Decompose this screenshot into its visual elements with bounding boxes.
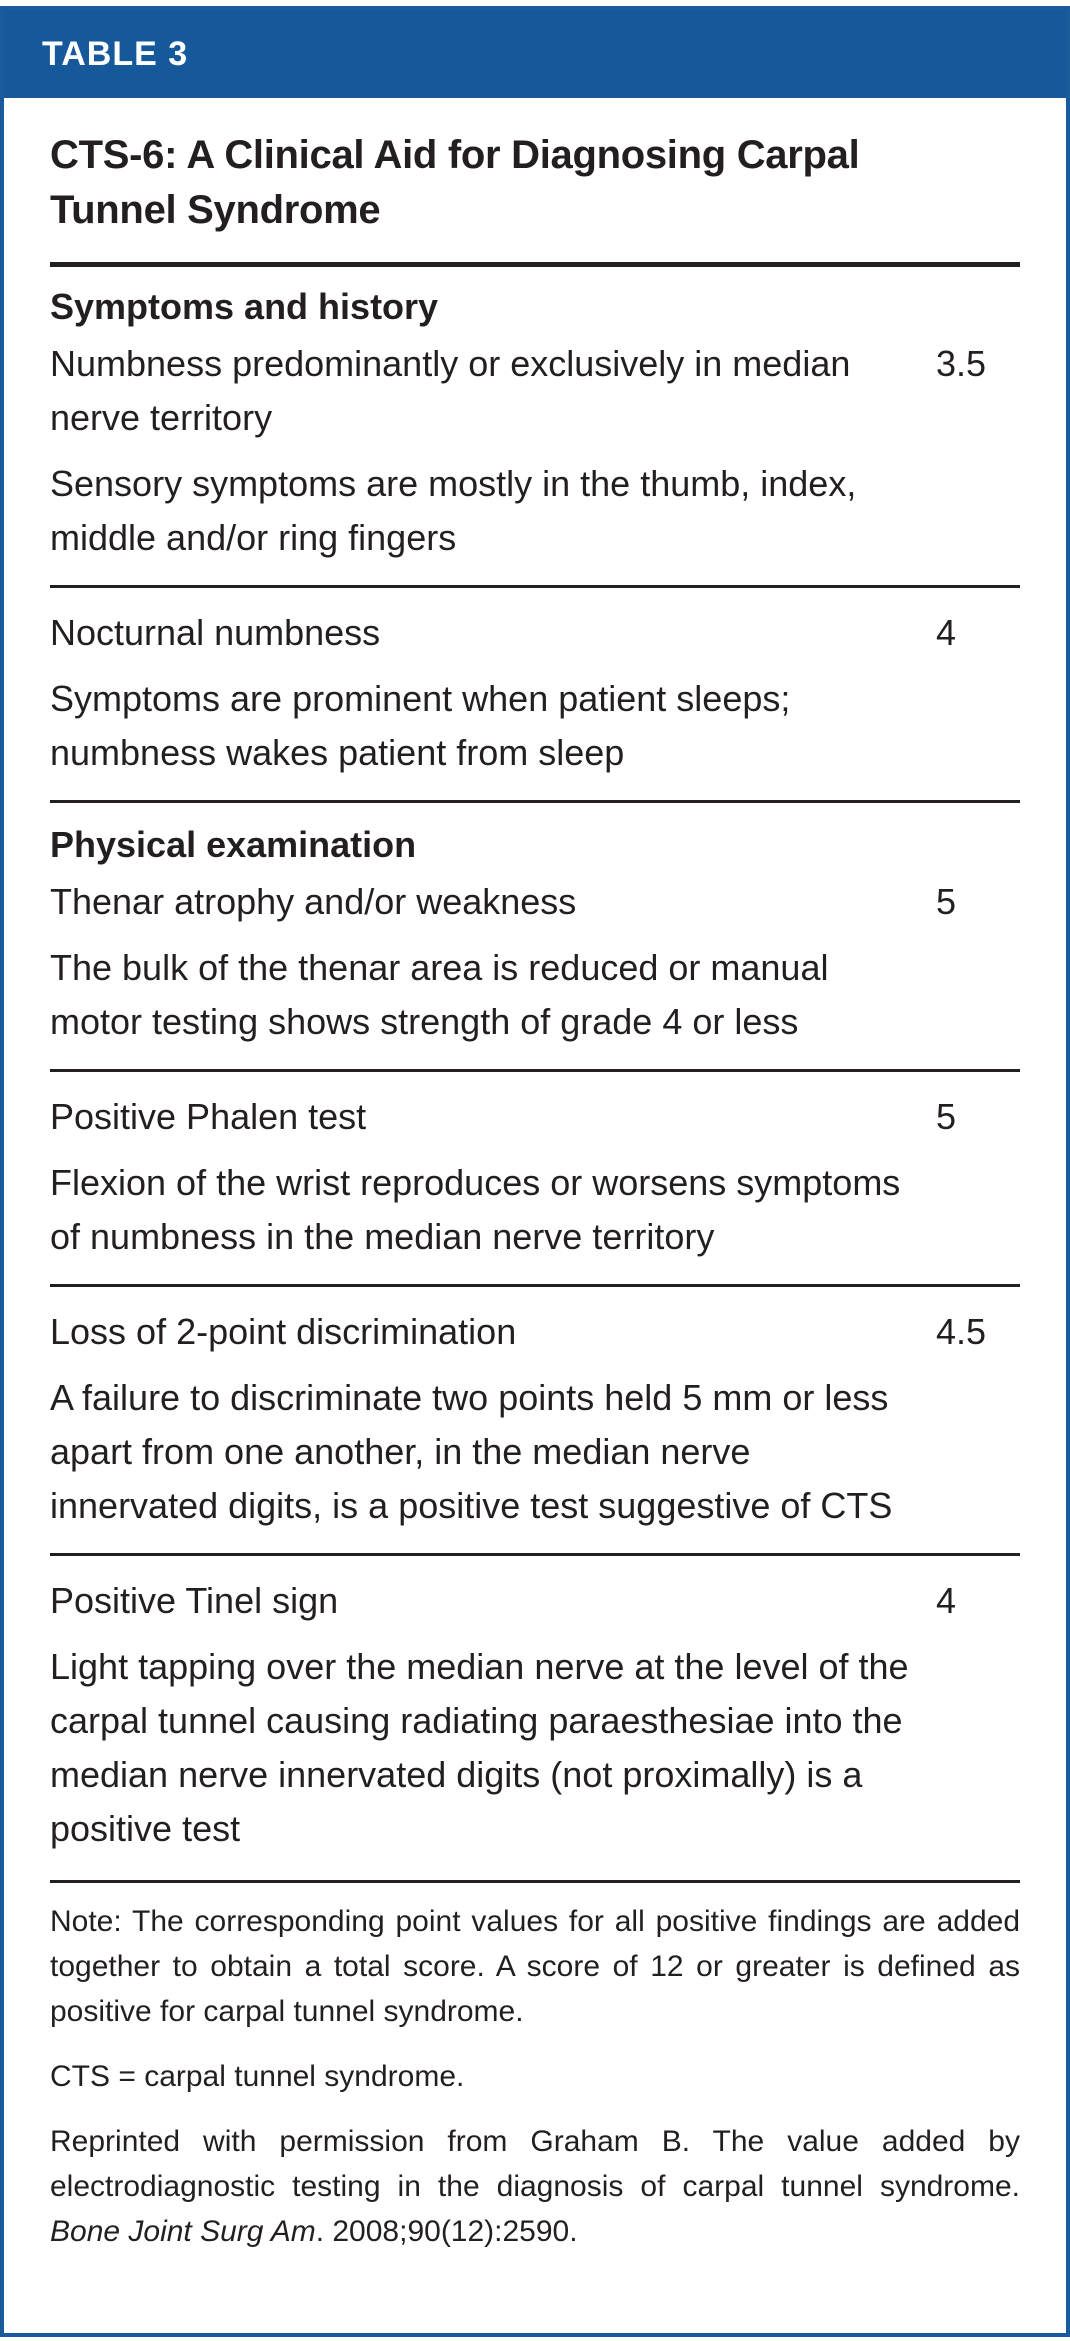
points-value: 4: [936, 612, 957, 653]
citation-suffix: . 2008;90(12):2590.: [315, 2215, 578, 2248]
criterion-label: Numbness predominantly or exclusively in median nerve territory: [50, 343, 851, 438]
criterion-label: Positive Phalen test: [50, 1096, 367, 1137]
row-divider: [50, 1553, 1020, 1556]
row-divider: [50, 1284, 1020, 1287]
points-value: 3.5: [936, 343, 987, 384]
table-label: TABLE 3: [42, 34, 189, 73]
section-heading-physical-exam: Physical examination: [50, 824, 417, 865]
table-row: [50, 875, 1020, 1049]
criterion-label: Thenar atrophy and/or weakness: [50, 881, 577, 922]
table-row: [50, 1574, 1020, 1856]
points-value: 5: [936, 1096, 957, 1137]
criterion-label: Nocturnal numbness: [50, 612, 381, 653]
journal-name: Bone Joint Surg Am: [50, 2215, 316, 2248]
points-value: 4: [936, 1580, 957, 1621]
criterion-description: Sensory symptoms are mostly in the thumb, index, middle and/or ring fingers: [50, 463, 857, 558]
table-row: [50, 337, 1020, 565]
title-divider: [50, 262, 1020, 267]
page-title: CTS-6: A Clinical Aid for Diagnosing Carpal Tunnel Syndrome: [50, 133, 860, 232]
points-value: 4.5: [936, 1311, 987, 1352]
row-divider: [50, 1069, 1020, 1072]
table-row: [50, 1305, 1020, 1533]
criterion-description: Light tapping over the median nerve at the level of the carpal tunnel causing radiating paraesthesiae into the median nerve innervated digits (not proximally) is a positive test: [50, 1646, 909, 1849]
criterion-cell: [50, 606, 936, 780]
criterion-cell: [50, 1090, 936, 1264]
section-heading-symptoms: Symptoms and history: [50, 286, 439, 327]
footnote-note: Note: The corresponding point values for all positive findings are added together to obtain a total score. A score of 12 or greater is defined as positive for carpal tunnel syndrome.: [50, 1905, 1020, 2028]
table-header-bar: [4, 10, 1066, 98]
criterion-description: The bulk of the thenar area is reduced or manual motor testing shows strength of grade 4 or less: [50, 947, 829, 1042]
criterion-label: Positive Tinel sign: [50, 1580, 339, 1621]
citation-text: Reprinted with permission from Graham B. The value added by electrodiagnostic testing in the diagnosis of carpal tunnel syndrome.: [50, 2125, 1020, 2203]
footnote-abbreviation: CTS = carpal tunnel syndrome.: [50, 2060, 465, 2093]
criterion-cell: [50, 337, 936, 565]
criterion-description: Symptoms are prominent when patient sleeps; numbness wakes patient from sleep: [50, 678, 791, 773]
footnote-divider: [50, 1880, 1020, 1883]
row-divider: [50, 585, 1020, 588]
criterion-description: Flexion of the wrist reproduces or worsens symptoms of numbness in the median nerve territory: [50, 1162, 901, 1257]
footnote-citation: [50, 2119, 1020, 2254]
criterion-description: A failure to discriminate two points held 5 mm or less apart from one another, in the median nerve innervated digits, is a positive test suggestive of CTS: [50, 1377, 893, 1526]
row-divider: [50, 800, 1020, 803]
table-row: [50, 1090, 1020, 1264]
criterion-label: Loss of 2-point discrimination: [50, 1311, 517, 1352]
criterion-cell: [50, 1574, 936, 1856]
points-value: 5: [936, 881, 957, 922]
table-card: [0, 6, 1070, 2337]
table-content: [4, 128, 1066, 2280]
table-row: [50, 606, 1020, 780]
criterion-cell: [50, 1305, 936, 1533]
criterion-cell: [50, 875, 936, 1049]
